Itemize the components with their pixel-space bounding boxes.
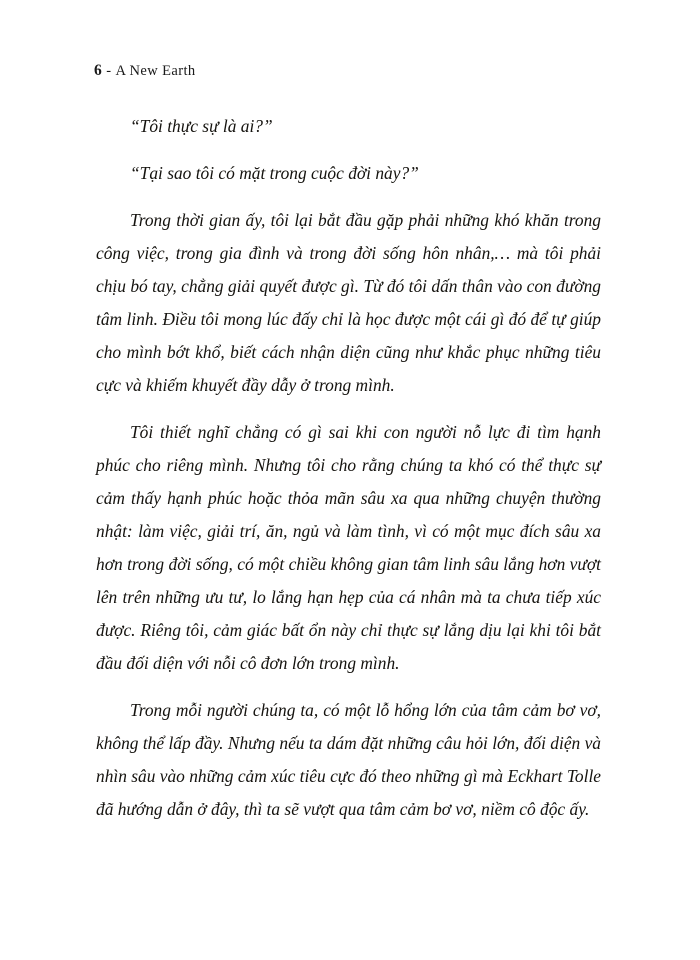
page-body	[96, 110, 601, 826]
paragraph-2: Tôi thiết nghĩ chẳng có gì sai khi con người nỗ lực đi tìm hạnh phúc cho riêng mình. Nhưng tôi cho rằng chúng ta khó có thể thực sự cảm thấy hạnh phúc hoặc thỏa mãn sâu xa qua những chuyện thường nhật: làm việc, giải trí, ăn, ngủ và làm tình, vì có một mục đích sâu xa hơn trong đời sống, có một chiều không gian tâm linh sâu lắng hơn vượt lên trên những ưu tư, lo lắng hạn hẹp của cá nhân mà ta chưa tiếp xúc được. Riêng tôi, cảm giác bất ổn này chỉ thực sự lắng dịu lại khi tôi bắt đầu đối diện với nỗi cô đơn lớn trong mình.	[96, 422, 601, 673]
paragraph-quote-1: “Tôi thực sự là ai?”	[130, 116, 273, 136]
paragraph-3: Trong mỗi người chúng ta, có một lỗ hổng lớn của tâm cảm bơ vơ, không thể lấp đầy. Nhưng nếu ta dám đặt những câu hỏi lớn, đối diện và nhìn sâu vào những cảm xúc tiêu cực đó theo những gì mà Eckhart Tolle đã hướng dẫn ở đây, thì ta sẽ vượt qua tâm cảm bơ vơ, niềm cô độc ấy.	[96, 700, 602, 819]
paragraph-1: Trong thời gian ấy, tôi lại bắt đầu gặp phải những khó khăn trong công việc, trong gia đình và trong đời sống hôn nhân,… mà tôi phải chịu bó tay, chẳng giải quyết được gì. Từ đó tôi dấn thân vào con đường tâm linh. Điều tôi mong lúc đấy chỉ là học được một cái gì đó để tự giúp cho mình bớt khổ, biết cách nhận diện cũng như khắc phục những tiêu cực và khiếm khuyết đầy dẫy ở trong mình.	[96, 210, 601, 395]
running-head-dash: -	[106, 63, 112, 79]
page-number: 6	[94, 62, 103, 79]
running-head	[94, 62, 196, 80]
paragraph-quote-2: “Tại sao tôi có mặt trong cuộc đời này?”	[130, 163, 419, 183]
book-title: A New Earth	[115, 63, 196, 79]
